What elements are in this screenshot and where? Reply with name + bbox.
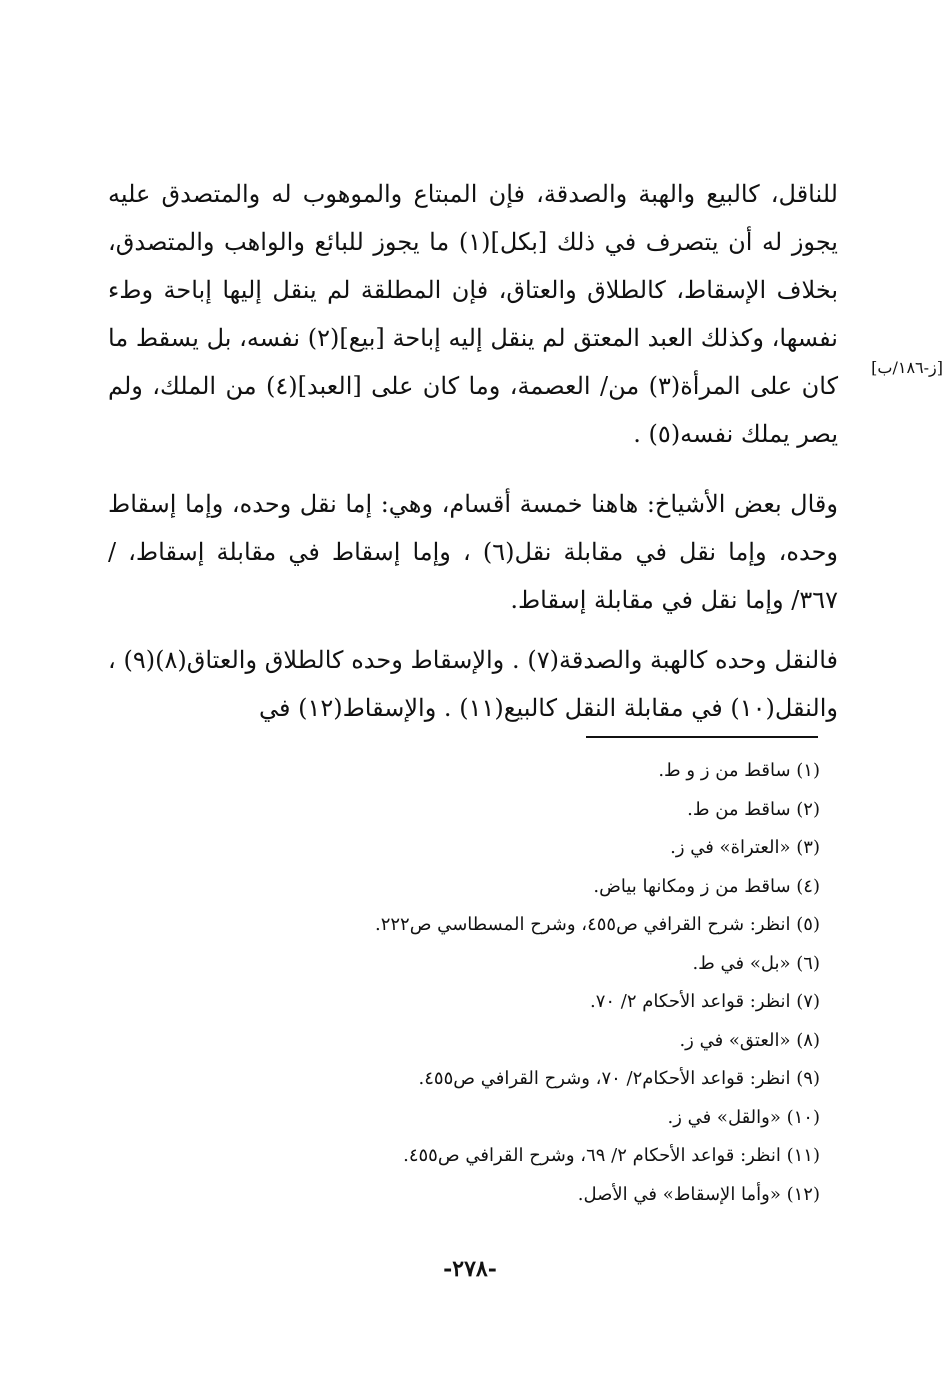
- footnote-separator: [586, 736, 818, 738]
- footnote-2: (٢) ساقط من ط.: [687, 798, 820, 820]
- footnote-7: (٧) انظر: قواعد الأحكام ٢/ ٧٠.: [590, 991, 820, 1012]
- footnote-12: (١٢) «وأما الإسقاط» في الأصل.: [577, 1183, 820, 1205]
- paragraph-2: وقال بعض الأشياخ: هاهنا خمسة أقسام، وهي: إما نقل وحده، وإما إسقاط وحده، وإما نقل في مقابلة نقل(٦) ، وإما إسقاط في مقابلة إسقاط، / ٣٦٧/ وإما نقل في مقابلة إسقاط.: [108, 490, 838, 614]
- footnote-10: (١٠) «والقل» في ز.: [667, 1106, 820, 1128]
- paragraph-3: فالنقل وحده كالهبة والصدقة(٧) . والإسقاط وحده كالطلاق والعتاق(٨)(٩) ، والنقل(١٠) في مقابلة النقل كالبيع(١١) . والإسقاط(١٢) في: [108, 646, 838, 722]
- page-number: -٢٧٨-: [443, 1256, 497, 1282]
- footnote-3: (٣) «العتراة» في ز.: [670, 837, 820, 858]
- paragraph-1: للناقل، كالبيع والهبة والصدقة، فإن المبتاع والموهوب له والمتصدق عليه يجوز له أن يتصرف في ذلك [بكل](١) ما يجوز للبائع والواهب والمتصدق، بخلاف الإسقاط، كالطلاق والعتاق، فإن المطلقة لم ينقل إليها إباحة وطء نفسها، وكذلك العبد المعتق لم ينقل إليه إباحة [بيع](٢) نفسه، بل يسقط ما كان على المرأة(٣) من/ العصمة، وما كان على [العبد](٤) من الملك، ولم يصر يملك نفسه(٥) .: [108, 180, 838, 448]
- footnote-6: (٦) «بل» في ط.: [692, 952, 820, 974]
- footnote-8: (٨) «العتق» في ز.: [679, 1029, 820, 1051]
- footnote-9: (٩) انظر: قواعد الأحكام٢/ ٧٠، وشرح القرافي ص٤٥٥.: [418, 1068, 820, 1089]
- footnote-11: (١١) انظر: قواعد الأحكام ٢/ ٦٩، وشرح القرافي ص٤٥٥.: [403, 1145, 820, 1166]
- footnote-4: (٤) ساقط من ز ومكانها بياض.: [593, 875, 820, 897]
- footnotes-list: [200, 752, 820, 1214]
- margin-note: [ز-١٨٦/ب]: [871, 358, 943, 377]
- footnote-1: (١) ساقط من ز و ط.: [658, 760, 820, 781]
- footnote-5: (٥) انظر: شرح القرافي ص٤٥٥، وشرح المسطاسي ص٢٢٢.: [374, 914, 820, 935]
